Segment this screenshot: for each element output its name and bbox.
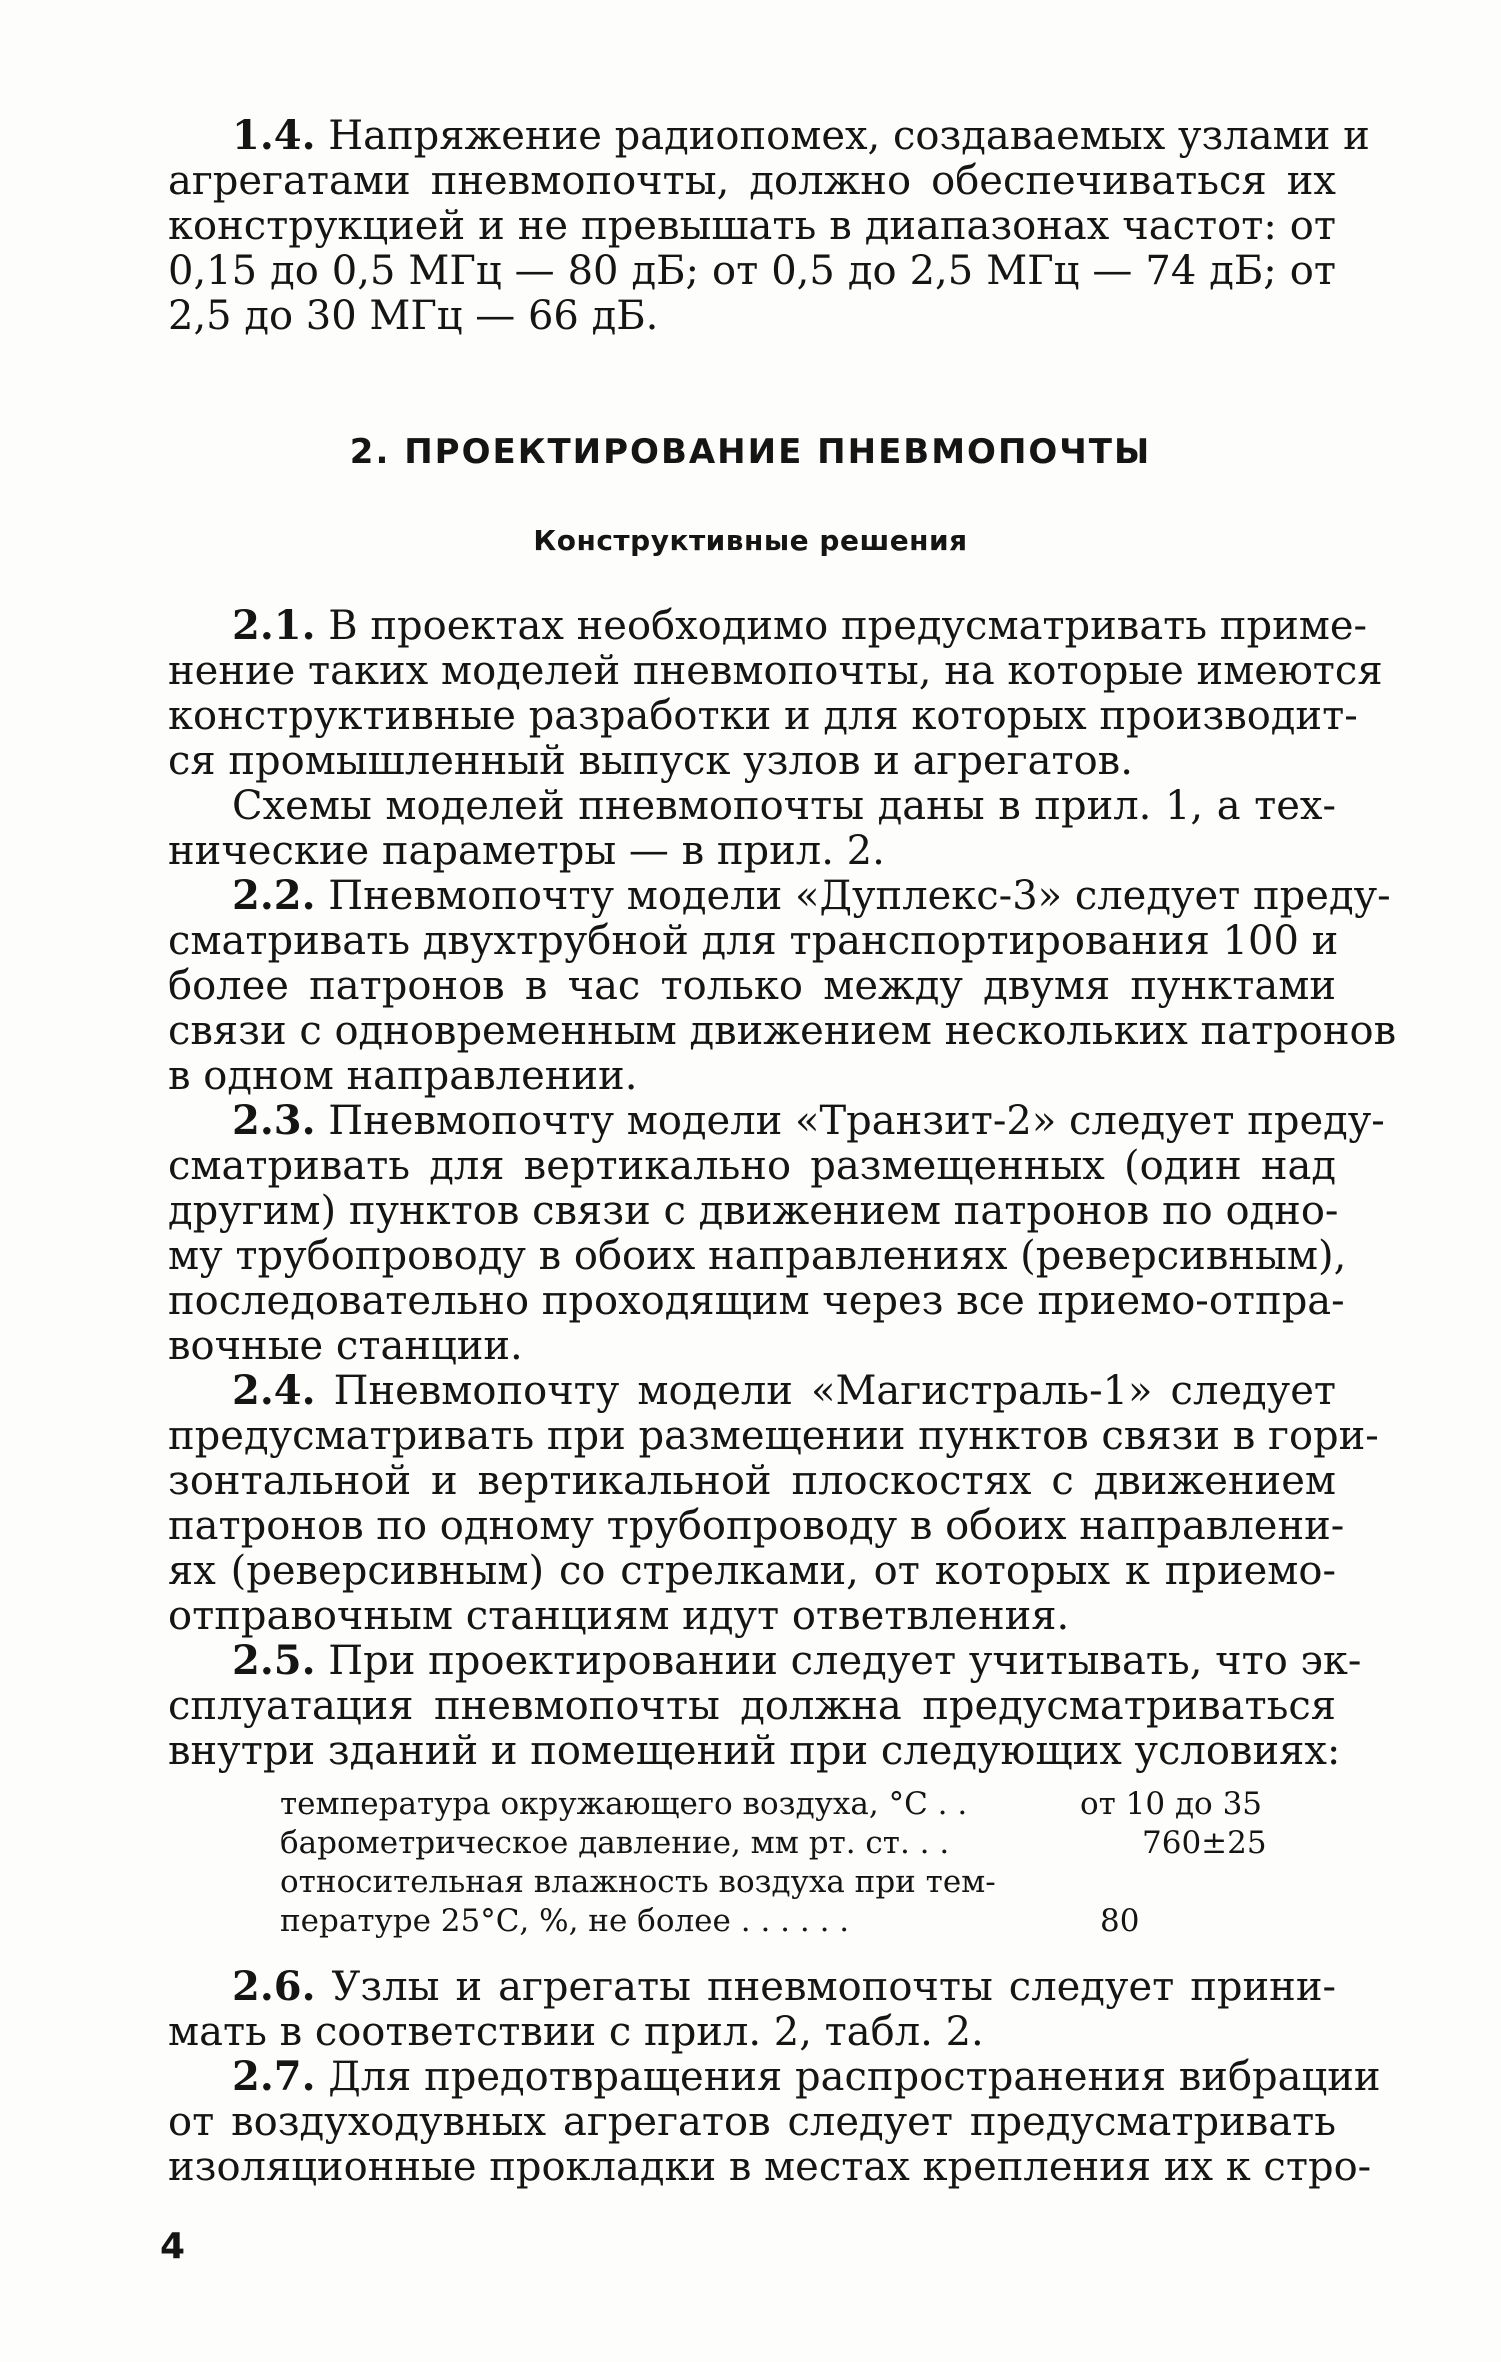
condition-row [280, 1903, 1240, 1939]
paragraph-2-4-line-1: 2.4. Пневмопочту модели «Магистраль-1» следует [232, 1367, 1336, 1414]
condition-row [280, 1825, 1267, 1861]
paragraph-2-7-line-3: изоляционные прокладки в местах крепления их к стро- [168, 2144, 1372, 2190]
paragraph-1-4-line-1: 1.4. Напряжение радиопомех, создаваемых узлами и [232, 112, 1370, 159]
paragraph-2-4-line-5: ях (реверсивным) со стрелками, от которых к приемо- [168, 1548, 1336, 1594]
paragraph-1-4-line-3: конструкцией и не превышать в диапазонах частот: от [168, 203, 1336, 249]
paragraph-2-6-line-2: мать в соответствии с прил. 2, табл. 2. [168, 2009, 984, 2055]
paragraph-2-3-line-1: 2.3. Пневмопочту модели «Транзит-2» следует преду- [232, 1097, 1385, 1144]
condition-label: температура окружающего воздуха, °С . . [280, 1786, 968, 1822]
paragraph-1-4-line-2: агрегатами пневмопочты, должно обеспечиваться их [168, 158, 1336, 204]
paragraph-2-7-line-1: 2.7. Для предотвращения распространения вибрации [232, 2053, 1381, 2100]
condition-value: 760±25 [1142, 1825, 1267, 1861]
page-number: 4 [160, 2226, 186, 2267]
clause-number: 2.6. [232, 1963, 316, 2010]
paragraph-2-3-line-4: му трубопроводу в обоих направлениях (реверсивным), [168, 1233, 1347, 1279]
section-subtitle: Конструктивные решения [533, 524, 968, 557]
paragraph-2-2-line-4: связи с одновременным движением нескольких патронов [168, 1008, 1397, 1054]
paragraph-2-1-line-2: нение таких моделей пневмопочты, на которые имеются [168, 648, 1383, 694]
condition-label: пературе 25°С, %, не более . . . . . . [280, 1903, 850, 1939]
paragraph-2-5-line-1: 2.5. При проектировании следует учитывать, что эк- [232, 1637, 1362, 1684]
clause-number: 2.3. [232, 1097, 316, 1144]
clause-number: 2.7. [232, 2053, 316, 2100]
paragraph-2-2-line-3: более патронов в час только между двумя пунктами [168, 963, 1336, 1009]
paragraph-2-5-line-2: сплуатация пневмопочты должна предусматриваться [168, 1683, 1336, 1729]
clause-number: 1.4. [232, 112, 316, 159]
clause-number: 2.5. [232, 1637, 316, 1684]
paragraph-2-1-line-3: конструктивные разработки и для которых производит- [168, 693, 1358, 739]
paragraph-2-1-line-5: Схемы моделей пневмопочты даны в прил. 1, а тех- [232, 783, 1336, 829]
paragraph-2-3-line-5: последовательно проходящим через все приемо-отпра- [168, 1278, 1345, 1324]
paragraph-2-3-line-6: вочные станции. [168, 1323, 523, 1369]
paragraph-1-4-line-5: 2,5 до 30 МГц — 66 дБ. [168, 293, 659, 339]
clause-number: 2.1. [232, 602, 316, 649]
clause-number: 2.2. [232, 872, 316, 919]
paragraph-2-5-line-3: внутри зданий и помещений при следующих условиях: [168, 1728, 1341, 1774]
paragraph-2-3-line-2: сматривать для вертикально размещенных (один над [168, 1143, 1336, 1189]
paragraph-2-4-line-2: предусматривать при размещении пунктов связи в гори- [168, 1413, 1379, 1459]
condition-label: барометрическое давление, мм рт. ст. . . [280, 1825, 950, 1861]
paragraph-2-4-line-4: патронов по одному трубопроводу в обоих направлени- [168, 1503, 1345, 1549]
paragraph-1-4-line-4: 0,15 до 0,5 МГц — 80 дБ; от 0,5 до 2,5 МГц — 74 дБ; от [168, 248, 1336, 294]
condition-value: от 10 до 35 [1080, 1786, 1263, 1822]
paragraph-2-4-line-6: отправочным станциям идут ответвления. [168, 1593, 1070, 1639]
paragraph-2-1-line-1: 2.1. В проектах необходимо предусматривать приме- [232, 602, 1368, 649]
paragraph-2-4-line-3: зонтальной и вертикальной плоскостях с движением [168, 1458, 1336, 1504]
clause-number: 2.4. [232, 1367, 316, 1414]
paragraph-2-1-line-4: ся промышленный выпуск узлов и агрегатов. [168, 738, 1133, 784]
condition-label: относительная влажность воздуха при тем- [280, 1864, 996, 1900]
paragraph-2-6-line-1: 2.6. Узлы и агрегаты пневмопочты следует прини- [232, 1963, 1337, 2010]
paragraph-2-7-line-2: от воздуходувных агрегатов следует предусматривать [168, 2099, 1336, 2145]
paragraph-2-1-line-6: нические параметры — в прил. 2. [168, 828, 885, 874]
paragraph-2-2-line-5: в одном направлении. [168, 1053, 638, 1099]
paragraph-2-2-line-1: 2.2. Пневмопочту модели «Дуплекс-3» следует преду- [232, 872, 1391, 919]
condition-row [280, 1786, 1263, 1822]
condition-row [280, 1864, 1240, 1900]
section-title: 2. ПРОЕКТИРОВАНИЕ ПНЕВМОПОЧТЫ [349, 432, 1152, 472]
condition-value: 80 [1100, 1903, 1140, 1939]
paragraph-2-3-line-3: другим) пунктов связи с движением патронов по одно- [168, 1188, 1339, 1234]
paragraph-2-2-line-2: сматривать двухтрубной для транспортирования 100 и [168, 918, 1339, 964]
